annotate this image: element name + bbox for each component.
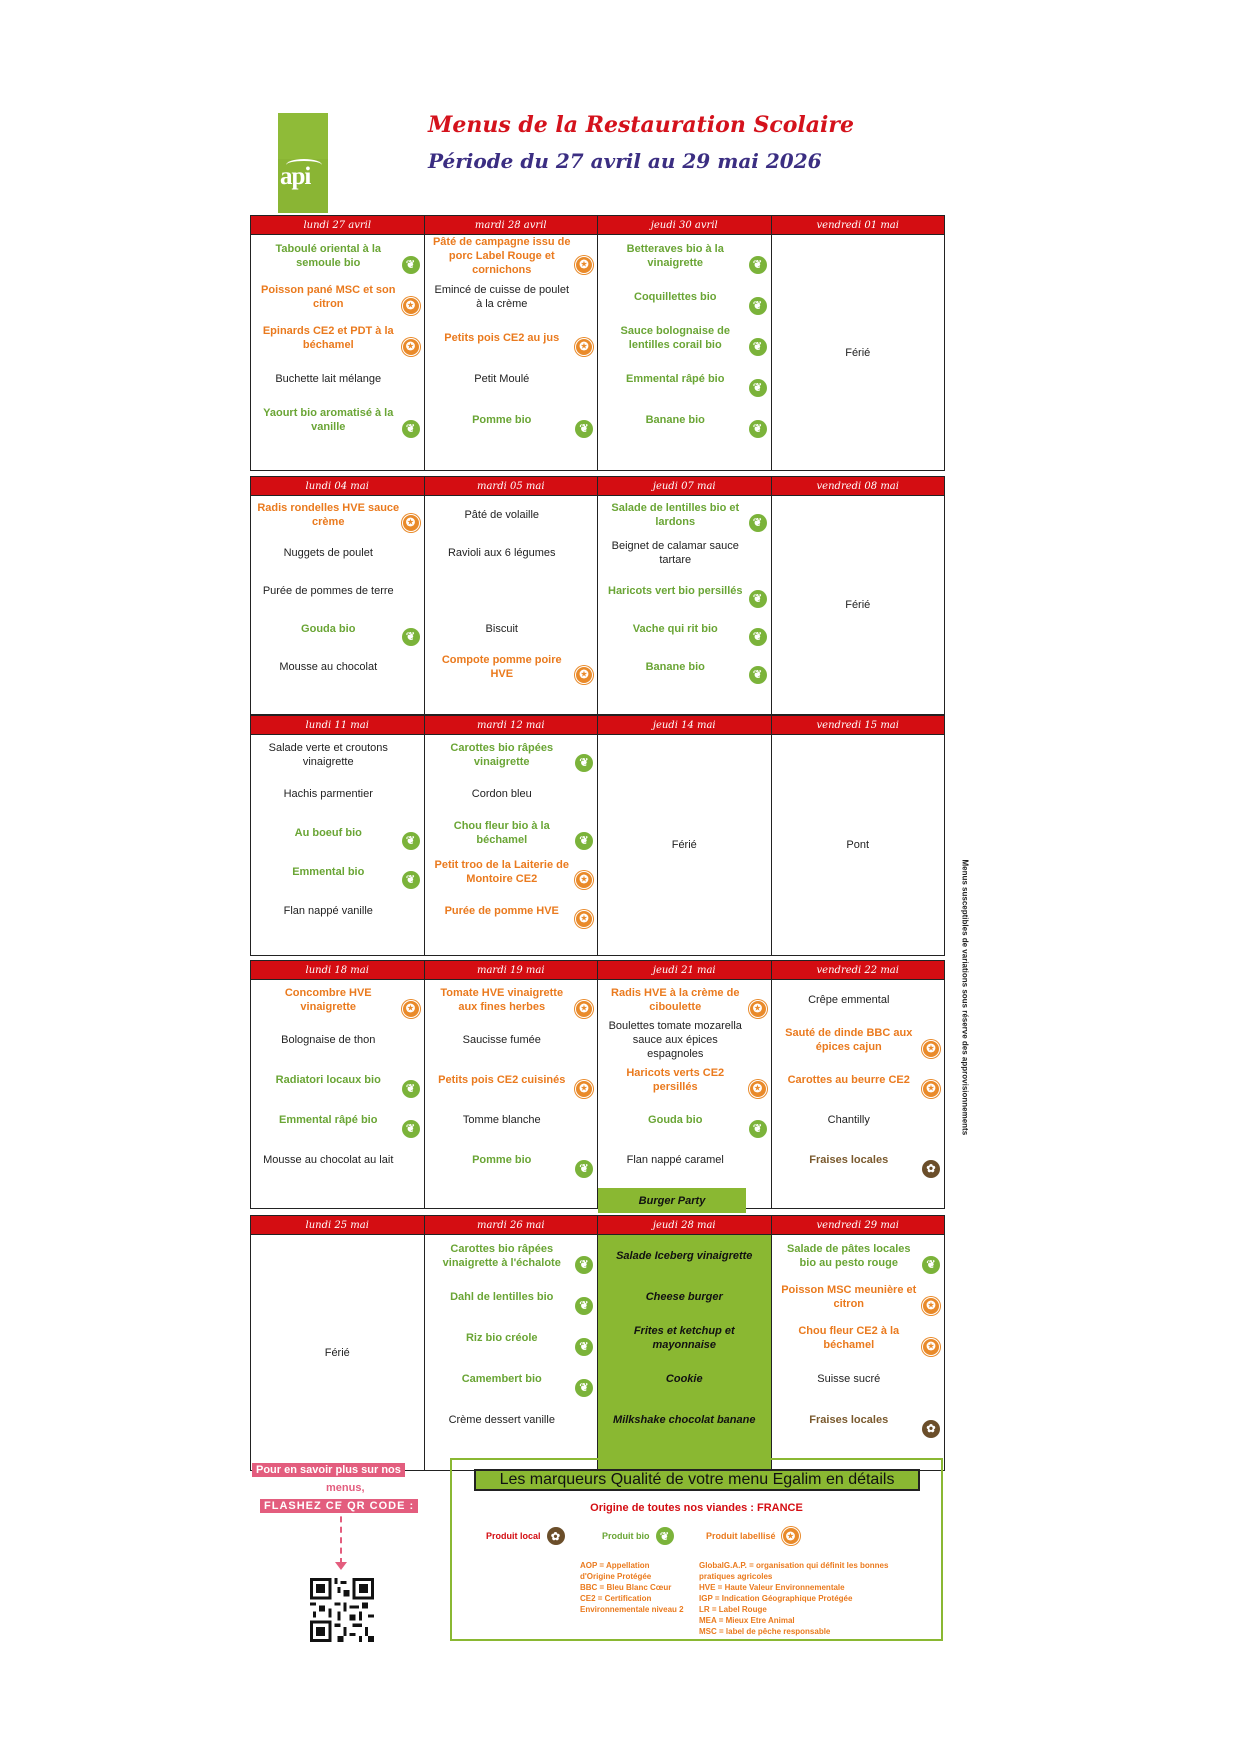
burger-party-banner: Burger Party	[598, 1188, 746, 1213]
menu-item	[598, 572, 771, 610]
label-rosette-icon: ✪	[749, 1080, 767, 1098]
menu-item	[598, 1235, 771, 1276]
menu-item-text: Tomme blanche	[462, 1114, 541, 1126]
menu-item-text: Poisson pané MSC et son citron	[261, 283, 396, 310]
bio-leaf-icon: ❦	[402, 628, 420, 646]
menu-item	[598, 496, 771, 534]
day-closure-label: Férié	[845, 599, 871, 611]
day-body-row	[251, 735, 945, 956]
menu-item-text: Tomate HVE vinaigrette aux fines herbes	[440, 987, 564, 1013]
day-closure-label: Férié	[845, 346, 871, 359]
menu-item-text: Emincé de cuisse de poulet à la crème	[434, 283, 570, 310]
menu-item	[251, 1060, 424, 1100]
label-rosette-icon: ✪	[922, 1080, 940, 1098]
day-menu	[771, 235, 945, 471]
menu-item-text: Emmental râpé bio	[279, 1114, 378, 1126]
day-header-row	[251, 216, 945, 235]
day-menu	[598, 496, 772, 715]
menu-item-text: Crème dessert vanille	[448, 1413, 555, 1426]
qr-arrow	[340, 1506, 342, 1564]
label-rosette-icon: ✪	[575, 910, 593, 928]
menu-item-text: Milkshake chocolat banane	[613, 1413, 756, 1426]
bio-leaf-icon: ❦	[402, 256, 420, 274]
day-closure-label: Pont	[846, 839, 870, 851]
day-header: lundi 11 mai	[251, 716, 425, 735]
side-note	[955, 859, 970, 1185]
bio-leaf-icon: ❦	[749, 256, 767, 274]
day-closure-label: Férié	[671, 839, 697, 851]
logo-leaf-panel	[278, 113, 328, 159]
menu-item-text: Cheese burger	[645, 1290, 723, 1303]
menu-item	[598, 648, 771, 686]
menu-item-text: Flan nappé vanille	[283, 904, 373, 917]
menu-item	[251, 496, 424, 534]
page-title: Menus de la Restauration Scolaire	[428, 112, 854, 138]
local-product-icon: ✿	[922, 1160, 940, 1178]
menu-item-text: Salade verte et croutons vinaigrette	[268, 741, 388, 768]
legend-bio	[602, 1527, 674, 1545]
qr-callout-line3: FLASHEZ CE QR CODE :	[260, 1499, 418, 1513]
menu-item-text: Fraises locales	[809, 1154, 889, 1166]
bio-leaf-icon: ❦	[749, 420, 767, 438]
menu-item-text: Cookie	[665, 1372, 703, 1385]
menu-item	[251, 534, 424, 572]
menu-item-text: Petit Moulé	[474, 372, 530, 385]
menu-item	[425, 980, 598, 1020]
menu-item	[425, 1276, 598, 1317]
day-menu	[771, 980, 945, 1209]
menu-item-text: Yaourt bio aromatisé à la vanille	[263, 406, 394, 433]
menu-item	[425, 852, 598, 891]
menu-item	[425, 534, 598, 572]
day-header: mardi 05 mai	[424, 477, 598, 496]
day-menu	[424, 980, 598, 1209]
menu-item	[251, 572, 424, 610]
menu-item-text: Concombre HVE vinaigrette	[284, 987, 372, 1013]
day-menu	[251, 496, 425, 715]
menu-item-text: Flan nappé caramel	[626, 1154, 724, 1166]
day-body-row	[251, 496, 945, 715]
menu-item	[598, 1140, 771, 1180]
bio-leaf-icon: ❦	[749, 628, 767, 646]
menu-item-text: Pomme bio	[472, 1154, 532, 1166]
menu-item-text: Purée de pommes de terre	[262, 585, 394, 597]
side-note-text: Menus susceptibles de variations sous réserve des approvisionnements	[960, 859, 970, 1136]
menu-item	[251, 774, 424, 813]
menu-item-text: Sauce bolognaise de lentilles corail bio	[620, 324, 730, 351]
menu-item	[772, 980, 945, 1020]
day-header: jeudi 07 mai	[598, 477, 772, 496]
bio-leaf-icon: ❦	[402, 1120, 420, 1138]
bio-leaf-icon: ❦	[575, 1297, 593, 1315]
menu-item-text: Au boeuf bio	[294, 826, 362, 839]
local-product-icon: ✿	[547, 1527, 565, 1545]
menu-item	[772, 1358, 945, 1399]
menu-item-text: Radiatori locaux bio	[275, 1074, 381, 1086]
label-rosette-icon: ✪	[402, 1000, 420, 1018]
menu-item	[772, 1317, 945, 1358]
qr-callout-line2: menus,	[322, 1481, 369, 1495]
menu-item	[251, 735, 424, 774]
menu-item-text: Mousse au chocolat	[279, 661, 378, 673]
menu-item	[251, 399, 424, 440]
menu-item-text: Pâté de campagne issu de porc Label Rouge et cornichons	[432, 235, 571, 276]
day-body-row	[251, 235, 945, 471]
menu-item	[772, 1140, 945, 1180]
menu-item	[425, 1060, 598, 1100]
day-menu	[424, 235, 598, 471]
day-header: vendredi 22 mai	[771, 961, 945, 980]
menu-item-text: Bolognaise de thon	[281, 1034, 376, 1046]
legend-labelled-label: Produit labellisé	[706, 1531, 776, 1541]
menu-item	[425, 1399, 598, 1440]
bio-leaf-icon: ❦	[575, 1160, 593, 1178]
bio-leaf-icon: ❦	[656, 1527, 674, 1545]
menu-item	[772, 1060, 945, 1100]
bio-leaf-icon: ❦	[402, 871, 420, 889]
menu-item	[598, 1100, 771, 1140]
menu-item-text: Carottes bio râpées vinaigrette	[450, 741, 554, 768]
menu-item	[425, 610, 598, 648]
day-menu	[771, 735, 945, 956]
menu-item	[251, 276, 424, 317]
day-header: mardi 12 mai	[424, 716, 598, 735]
day-header: jeudi 14 mai	[598, 716, 772, 735]
menu-item	[425, 358, 598, 399]
menu-item-text: Epinards CE2 et PDT à la béchamel	[262, 324, 394, 351]
week-table	[250, 960, 945, 1209]
menu-item	[772, 1399, 945, 1440]
day-menu	[424, 496, 598, 715]
menu-item-text: Boulettes tomate mozarella sauce aux épices espagnoles	[608, 1020, 742, 1060]
menu-item	[598, 980, 771, 1020]
menu-item-text: Gouda bio	[648, 1114, 703, 1126]
menu-item-text: Coquillettes bio	[634, 290, 717, 303]
day-menu	[598, 980, 772, 1209]
menu-item-text: Banane bio	[645, 661, 705, 673]
label-rosette-icon: ✪	[575, 338, 593, 356]
menu-item-text: Salade de pâtes locales bio au pesto rouge	[786, 1242, 911, 1269]
menu-item	[251, 235, 424, 276]
label-rosette-icon: ✪	[402, 514, 420, 532]
label-rosette-icon: ✪	[782, 1527, 800, 1545]
menu-item	[425, 1358, 598, 1399]
day-body-row	[251, 1235, 945, 1471]
menu-item	[425, 399, 598, 440]
menu-item-text: Beignet de calamar sauce tartare	[611, 540, 739, 566]
label-rosette-icon: ✪	[575, 256, 593, 274]
menu-item-text: Crêpe emmental	[808, 994, 890, 1006]
menu-item	[425, 1020, 598, 1060]
menu-item-text: Vache qui rit bio	[632, 623, 718, 635]
menu-item-text: Dahl de lentilles bio	[450, 1290, 554, 1303]
label-rosette-icon: ✪	[922, 1040, 940, 1058]
day-menu	[771, 496, 945, 715]
day-menu	[251, 980, 425, 1209]
menu-item-text: Chou fleur CE2 à la béchamel	[798, 1324, 900, 1351]
menu-item	[251, 852, 424, 891]
menu-item-text: Hachis parmentier	[283, 787, 373, 800]
menu-item-text: Pomme bio	[472, 413, 532, 426]
bio-leaf-icon: ❦	[402, 832, 420, 850]
menu-item	[425, 276, 598, 317]
menu-item	[425, 1100, 598, 1140]
label-rosette-icon: ✪	[575, 1080, 593, 1098]
menu-item	[598, 358, 771, 399]
bio-leaf-icon: ❦	[749, 590, 767, 608]
bio-leaf-icon: ❦	[575, 420, 593, 438]
bio-leaf-icon: ❦	[575, 754, 593, 772]
local-product-icon: ✿	[922, 1420, 940, 1438]
menu-item-text: Carottes bio râpées vinaigrette à l'échalote	[442, 1242, 561, 1269]
menu-item	[598, 534, 771, 572]
day-header: vendredi 01 mai	[771, 216, 945, 235]
bio-leaf-icon: ❦	[749, 1120, 767, 1138]
bio-leaf-icon: ❦	[749, 514, 767, 532]
label-rosette-icon: ✪	[402, 338, 420, 356]
menu-item	[598, 235, 771, 276]
menu-item-text: Biscuit	[485, 623, 518, 635]
week-table	[250, 1215, 945, 1471]
label-rosette-icon: ✪	[922, 1338, 940, 1356]
day-header: mardi 26 mai	[424, 1216, 598, 1235]
label-rosette-icon: ✪	[575, 871, 593, 889]
menu-item-text: Buchette lait mélange	[275, 372, 382, 385]
menu-item	[598, 276, 771, 317]
day-menu	[251, 1235, 425, 1471]
menu-item	[251, 648, 424, 686]
menu-item	[598, 399, 771, 440]
label-rosette-icon: ✪	[575, 666, 593, 684]
menu-item	[251, 891, 424, 930]
label-rosette-icon: ✪	[575, 1000, 593, 1018]
menu-item	[598, 317, 771, 358]
menu-item-text: Mousse au chocolat au lait	[263, 1154, 394, 1166]
menu-item-text: Ravioli aux 6 légumes	[447, 547, 556, 559]
menu-item	[251, 610, 424, 648]
bio-leaf-icon: ❦	[575, 1338, 593, 1356]
day-header: jeudi 30 avril	[598, 216, 772, 235]
menu-item-text: Chou fleur bio à la béchamel	[453, 819, 550, 846]
menu-item-text: Compote pomme poire HVE	[441, 654, 562, 680]
menu-item	[772, 1020, 945, 1060]
label-rosette-icon: ✪	[749, 1000, 767, 1018]
menu-item	[251, 317, 424, 358]
day-header: lundi 27 avril	[251, 216, 425, 235]
day-header: jeudi 21 mai	[598, 961, 772, 980]
day-header-row	[251, 961, 945, 980]
bio-leaf-icon: ❦	[749, 666, 767, 684]
menu-item	[425, 572, 598, 610]
day-header: lundi 18 mai	[251, 961, 425, 980]
menu-item-text: Banane bio	[645, 413, 705, 426]
menu-item	[425, 1235, 598, 1276]
bio-leaf-icon: ❦	[922, 1256, 940, 1274]
menu-item-text: Suisse sucré	[817, 1372, 881, 1385]
menu-item	[425, 774, 598, 813]
menu-item-text: Salade de lentilles bio et lardons	[611, 502, 740, 528]
menu-item-text: Purée de pomme HVE	[444, 904, 559, 917]
menu-item	[425, 496, 598, 534]
menu-item	[598, 610, 771, 648]
bio-leaf-icon: ❦	[402, 420, 420, 438]
menu-item	[425, 317, 598, 358]
menu-item-text: Salade Iceberg vinaigrette	[616, 1249, 753, 1262]
menu-item-text: Petits pois CE2 au jus	[444, 331, 560, 344]
menu-item-text: Radis rondelles HVE sauce crème	[257, 502, 400, 528]
menu-item	[598, 1020, 771, 1060]
menu-item-text: Fraises locales	[809, 1413, 889, 1426]
menu-item	[772, 1100, 945, 1140]
api-logo	[278, 113, 328, 213]
legend-labelled	[706, 1527, 800, 1545]
week-table	[250, 215, 945, 471]
menu-item	[598, 1399, 771, 1440]
menu-item	[425, 1317, 598, 1358]
menu-item-text: Haricots vert bio persillés	[608, 585, 743, 597]
legend-bio-label: Produit bio	[602, 1531, 650, 1541]
menu-item	[598, 1317, 771, 1358]
menu-item-text: Emmental râpé bio	[626, 372, 725, 385]
menu-item	[425, 813, 598, 852]
bio-leaf-icon: ❦	[749, 338, 767, 356]
qr-callout-line1: Pour en savoir plus sur nos	[252, 1463, 405, 1477]
day-header: vendredi 29 mai	[771, 1216, 945, 1235]
menu-item	[598, 1276, 771, 1317]
week-table	[250, 715, 945, 956]
menu-item-text: Carottes au beurre CE2	[787, 1074, 910, 1086]
menu-item-text: Betteraves bio à la vinaigrette	[626, 242, 724, 269]
day-menu	[771, 1235, 945, 1471]
bio-leaf-icon: ❦	[402, 1080, 420, 1098]
day-menu	[598, 1235, 772, 1471]
day-menu	[598, 235, 772, 471]
day-menu	[424, 1235, 598, 1471]
qr-code[interactable]	[310, 1578, 374, 1642]
day-header: mardi 28 avril	[424, 216, 598, 235]
legend-origin: Origine de toutes nos viandes : FRANCE	[590, 1502, 803, 1514]
menu-item-text: Chantilly	[827, 1114, 870, 1126]
bio-leaf-icon: ❦	[575, 1379, 593, 1397]
day-header: vendredi 15 mai	[771, 716, 945, 735]
bio-leaf-icon: ❦	[575, 832, 593, 850]
menu-item-text: Gouda bio	[301, 623, 356, 635]
menu-item	[772, 1235, 945, 1276]
day-menu	[251, 235, 425, 471]
menu-item	[425, 891, 598, 930]
menu-item-text: Nuggets de poulet	[283, 547, 373, 559]
legend-title: Les marqueurs Qualité de votre menu Egalim en détails	[474, 1469, 920, 1491]
label-rosette-icon: ✪	[402, 297, 420, 315]
menu-item	[425, 648, 598, 686]
menu-item	[425, 735, 598, 774]
menu-item-text: Pâté de volaille	[464, 509, 540, 521]
day-closure-label: Férié	[324, 1346, 350, 1359]
menu-item	[251, 1020, 424, 1060]
day-header-row	[251, 1216, 945, 1235]
menu-item	[772, 1276, 945, 1317]
menu-item-text: Haricots verts CE2 persillés	[626, 1067, 725, 1093]
day-header-row	[251, 477, 945, 496]
day-header: vendredi 08 mai	[771, 477, 945, 496]
menu-item-text: Taboulé oriental à la semoule bio	[275, 242, 382, 269]
menu-item	[251, 1140, 424, 1180]
quality-legend	[450, 1458, 943, 1641]
menu-item	[251, 813, 424, 852]
legend-local-label: Produit local	[486, 1531, 541, 1541]
menu-item	[425, 235, 598, 276]
menu-item-text: Riz bio créole	[465, 1331, 538, 1344]
menu-item-text: Petit troo de la Laiterie de Montoire CE2	[434, 858, 569, 885]
menu-item-text: Petits pois CE2 cuisinés	[438, 1074, 566, 1086]
menu-item	[251, 358, 424, 399]
day-menu	[251, 735, 425, 956]
period-subtitle: Période du 27 avril au 29 mai 2026	[428, 149, 822, 173]
menu-item	[425, 1140, 598, 1180]
legend-abbreviations-left: AOP = Appellation d'Origine Protégée BBC = Bleu Blanc Cœur CE2 = Certification Environnementale niveau 2	[580, 1561, 684, 1614]
bio-leaf-icon: ❦	[575, 1256, 593, 1274]
menu-item-text: Emmental bio	[292, 865, 365, 878]
menu-item	[251, 1100, 424, 1140]
menu-item-text: Saucisse fumée	[462, 1034, 541, 1046]
menu-item	[251, 980, 424, 1020]
logo-text: api	[280, 163, 311, 190]
legend-local	[486, 1527, 565, 1545]
menu-item	[598, 1060, 771, 1100]
menu-item-text: Sauté de dinde BBC aux épices cajun	[785, 1027, 913, 1053]
menu-item	[598, 1358, 771, 1399]
day-header: lundi 25 mai	[251, 1216, 425, 1235]
label-rosette-icon: ✪	[922, 1297, 940, 1315]
menu-item-text: Frites et ketchup et mayonnaise	[633, 1324, 735, 1351]
bio-leaf-icon: ❦	[749, 297, 767, 315]
day-menu	[424, 735, 598, 956]
menu-item-text: Camembert bio	[461, 1372, 542, 1385]
day-menu	[598, 735, 772, 956]
day-header: jeudi 28 mai	[598, 1216, 772, 1235]
menu-item-text: Cordon bleu	[471, 787, 532, 800]
day-header: lundi 04 mai	[251, 477, 425, 496]
menu-item-text: Radis HVE à la crème de ciboulette	[611, 987, 740, 1013]
legend-abbreviations-right: GlobalG.A.P. = organisation qui définit les bonnes pratiques agricoles HVE = Haute Valeur Environnementale IGP = Indication Géographique Protégée LR = Label Rouge MEA = Mieux Etre Animal MSC = label de pêche responsable	[699, 1561, 889, 1636]
qr-arrowhead-icon	[335, 1562, 347, 1570]
day-body-row	[251, 980, 945, 1209]
bio-leaf-icon: ❦	[749, 379, 767, 397]
week-table	[250, 476, 945, 715]
day-header: mardi 19 mai	[424, 961, 598, 980]
menu-item-text: Poisson MSC meunière et citron	[781, 1283, 917, 1310]
day-header-row	[251, 716, 945, 735]
